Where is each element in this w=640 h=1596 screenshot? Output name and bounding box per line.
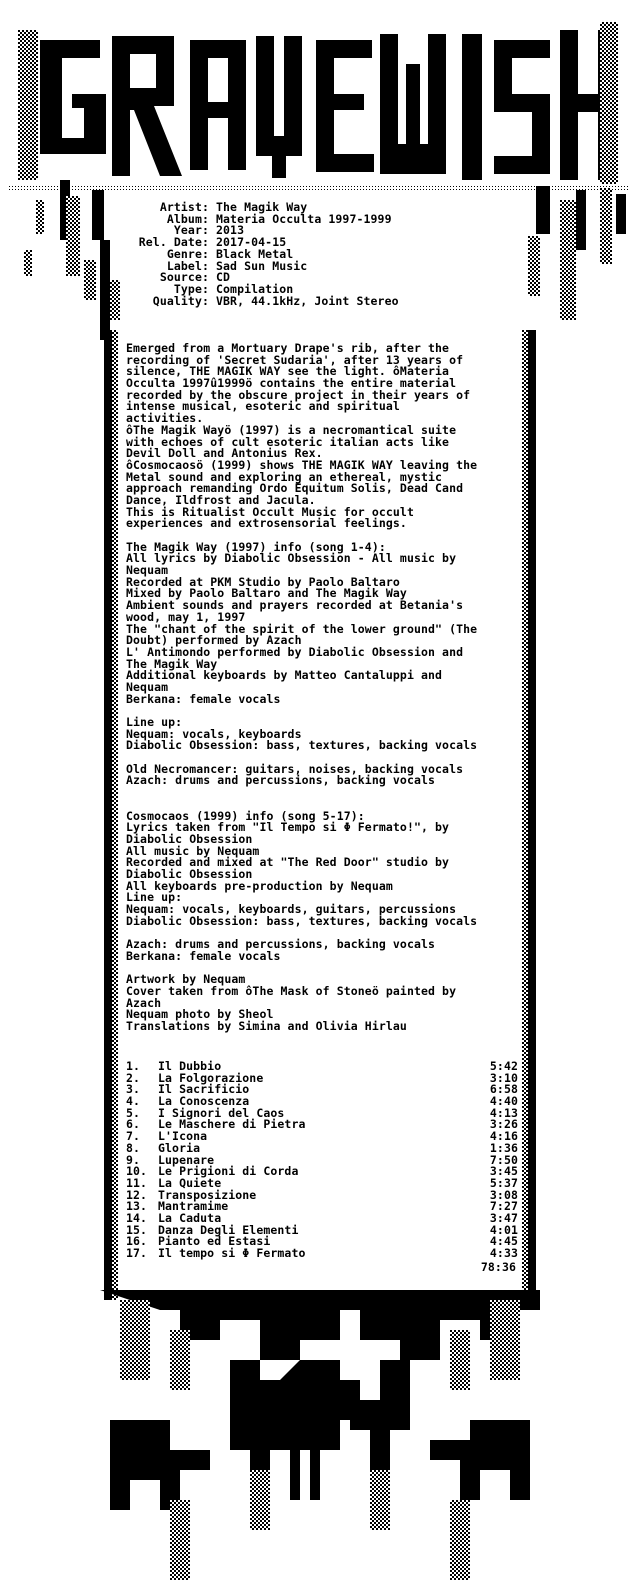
description-line: recording of 'Secret Sudaria', after 13 years of	[126, 352, 464, 367]
description-line: Nequam	[126, 679, 169, 694]
description-line: silence, THE MAGIK WAY see the light. ôMateria	[126, 364, 450, 379]
description-line: Nequam: vocals, keyboards	[126, 726, 302, 741]
track-number: 17.	[126, 1246, 148, 1260]
description-line: Nequam photo by Sheol	[126, 1007, 274, 1022]
meta-row	[118, 293, 399, 308]
track-title: Pianto ed Estasi	[158, 1234, 271, 1249]
track-title: Lupenare	[158, 1152, 215, 1167]
track-number: 3.	[126, 1082, 141, 1097]
description-line: Doubt) performed by Azach	[126, 633, 302, 648]
track-row	[126, 1248, 518, 1260]
total-time: 78:36	[480, 1260, 516, 1274]
description-line: Line up:	[126, 890, 183, 905]
description-line: Berkana: female vocals	[126, 948, 281, 963]
track-number: 1.	[126, 1059, 141, 1073]
description-line: Metal sound and exploring an ethereal, mystic	[126, 469, 443, 484]
meta-value: Materia Occulta 1997-1999	[216, 211, 392, 226]
description-line: Line up:	[126, 715, 183, 729]
description-line: All lyrics by Diabolic Obsession - All music by	[126, 551, 457, 566]
meta-key: Album:	[166, 211, 209, 226]
description-line: Nequam	[126, 563, 169, 578]
track-title: La Caduta	[158, 1210, 222, 1225]
track-duration: 4:16	[489, 1129, 518, 1144]
description-line: wood, may 1, 1997	[126, 609, 246, 624]
meta-value: Sad Sun Music	[216, 258, 308, 273]
meta-key: Type:	[173, 281, 209, 296]
tracklist	[126, 1061, 518, 1260]
track-number: 8.	[126, 1140, 141, 1155]
description-line: All music by Nequam	[126, 843, 260, 858]
track-number: 7.	[126, 1129, 141, 1144]
description-line: Diabolic Obsession	[126, 831, 253, 846]
description-line: approach remanding Ordo Equitum Solis, Dead Cand	[126, 481, 464, 496]
meta-value: 2017-04-15	[216, 235, 287, 250]
meta-row	[118, 211, 399, 226]
track-number: 9.	[126, 1152, 141, 1167]
track-title: Transposizione	[158, 1187, 257, 1202]
track-duration: 3:10	[489, 1070, 518, 1085]
description-line: Lyrics taken from "Il Tempo si Φ Fermato!", by	[126, 820, 450, 835]
track-title: Le Maschere di Pietra	[158, 1117, 306, 1132]
track-title: Il tempo si Φ Fermato	[158, 1246, 306, 1260]
description-line	[126, 705, 526, 717]
track-duration: 6:58	[489, 1082, 518, 1097]
track-duration: 5:37	[489, 1175, 518, 1190]
meta-key: Rel. Date:	[138, 235, 209, 250]
description-line: with echoes of cult esoteric italian acts like	[126, 434, 450, 449]
meta-key: Source:	[159, 270, 209, 285]
gravewish-logo	[8, 22, 628, 192]
description-line: The Magik Way (1997) info (song 1-4):	[126, 539, 386, 554]
description-line: All keyboards pre-production by Nequam	[126, 878, 393, 893]
track-title: Il Dubbio	[158, 1059, 222, 1073]
track-duration: 3:26	[489, 1117, 518, 1132]
track-number: 10.	[126, 1164, 148, 1179]
description-line: Berkana: female vocals	[126, 691, 281, 706]
track-duration: 4:13	[489, 1105, 518, 1120]
description-line: Recorded and mixed at "The Red Door" studio by	[126, 855, 450, 870]
description-line: Azach: drums and percussions, backing vocals	[126, 773, 436, 788]
description-line: The Magik Way	[126, 656, 218, 671]
description-line: Dance, Ildfrost and Jacula.	[126, 492, 316, 507]
track-title: Le Prigioni di Corda	[158, 1164, 299, 1179]
meta-value: Black Metal	[216, 246, 294, 261]
meta-key: Artist:	[159, 200, 209, 214]
description-line: Devil Doll and Antonius Rex.	[126, 446, 323, 461]
track-number: 14.	[126, 1210, 148, 1225]
track-duration: 5:42	[489, 1059, 518, 1073]
description-line: ôThe Magik Wayö (1997) is a necromantical suite	[126, 422, 457, 437]
track-title: La Conoscenza	[158, 1094, 250, 1109]
description-line: Diabolic Obsession	[126, 866, 253, 881]
track-title: Il Sacrificio	[158, 1082, 250, 1097]
description-line: L' Antimondo performed by Diabolic Obsession and	[126, 644, 464, 659]
track-duration: 4:01	[489, 1222, 518, 1237]
description-line: The "chant of the spirit of the lower ground" (The	[126, 621, 478, 636]
meta-value: CD	[216, 270, 231, 285]
description-line: This is Ritualist Occult Music for occult	[126, 504, 414, 519]
track-number: 2.	[126, 1070, 141, 1085]
track-duration: 1:36	[489, 1140, 518, 1155]
meta-key: Year:	[173, 223, 209, 238]
track-title: L'Icona	[158, 1129, 208, 1144]
description-line: Occulta 1997û1999ö contains the entire material	[126, 376, 457, 391]
track-title: La Folgorazione	[158, 1070, 264, 1085]
description-line: Old Necromancer: guitars, noises, backing vocals	[126, 761, 464, 776]
description-line: Nequam: vocals, keyboards, guitars, percussions	[126, 902, 457, 916]
track-duration: 4:33	[489, 1246, 518, 1260]
meta-key: Genre:	[166, 246, 209, 261]
description-line: Translations by Simina and Olivia Hirlau	[126, 1018, 407, 1033]
bottom-ornament	[100, 1290, 540, 1580]
track-number: 15.	[126, 1222, 148, 1237]
description-line: Artwork by Nequam	[126, 972, 246, 987]
track-title: Mantramime	[158, 1199, 229, 1214]
description-line: Azach: drums and percussions, backing vocals	[126, 937, 436, 952]
meta-value: 2013	[216, 223, 245, 238]
track-number: 12.	[126, 1187, 148, 1202]
track-number: 5.	[126, 1105, 141, 1120]
description-line: Cosmocaos (1999) info (song 5-17):	[126, 808, 365, 823]
description-line: Mixed by Paolo Baltaro and The Magik Way	[126, 586, 407, 601]
track-duration: 7:50	[489, 1152, 518, 1167]
track-title: I Signori del Caos	[158, 1105, 285, 1120]
description-line: Diabolic Obsession: bass, textures, backing vocals	[126, 738, 478, 753]
description-line: Recorded at PKM Studio by Paolo Baltaro	[126, 574, 400, 589]
track-duration: 3:47	[489, 1210, 518, 1225]
meta-value: The Magik Way	[216, 200, 308, 214]
meta-value: VBR, 44.1kHz, Joint Stereo	[216, 293, 399, 308]
track-title: La Quiete	[158, 1175, 222, 1190]
description-line: Diabolic Obsession: bass, textures, backing vocals	[126, 913, 478, 928]
track-duration: 7:27	[489, 1199, 518, 1214]
description-line: experiences and extrosensorial feelings.	[126, 516, 407, 531]
description-line: ôCosmocaosö (1999) shows THE MAGIK WAY leaving the	[126, 457, 478, 472]
track-number: 4.	[126, 1094, 141, 1109]
track-duration: 4:45	[489, 1234, 518, 1249]
track-title: Gloria	[158, 1140, 201, 1155]
description-line: Cover taken from ôThe Mask of Stoneö painted by	[126, 983, 457, 998]
track-number: 11.	[126, 1175, 148, 1190]
track-duration: 3:08	[489, 1187, 518, 1202]
description-line: intense musical, esoteric and spiritual	[126, 399, 400, 414]
release-description	[126, 343, 526, 1033]
track-title: Danza Degli Elementi	[158, 1222, 299, 1237]
description-line: Ambient sounds and prayers recorded at Betania's	[126, 598, 464, 613]
description-line: Additional keyboards by Matteo Cantaluppi and	[126, 668, 443, 683]
track-number: 16.	[126, 1234, 148, 1249]
track-duration: 4:40	[489, 1094, 518, 1109]
track-number: 6.	[126, 1117, 141, 1132]
description-line: recorded by the obscure project in their years of	[126, 387, 471, 402]
track-duration: 3:45	[489, 1164, 518, 1179]
track-number: 13.	[126, 1199, 148, 1214]
release-info	[118, 202, 399, 307]
meta-key: Label:	[166, 258, 209, 273]
description-line: activities.	[126, 411, 204, 426]
meta-key: Quality:	[152, 293, 209, 308]
description-line: Azach	[126, 995, 162, 1010]
description-line	[126, 787, 526, 799]
description-line: Emerged from a Mortuary Drape's rib, after the	[126, 341, 450, 355]
meta-value: Compilation	[216, 281, 294, 296]
